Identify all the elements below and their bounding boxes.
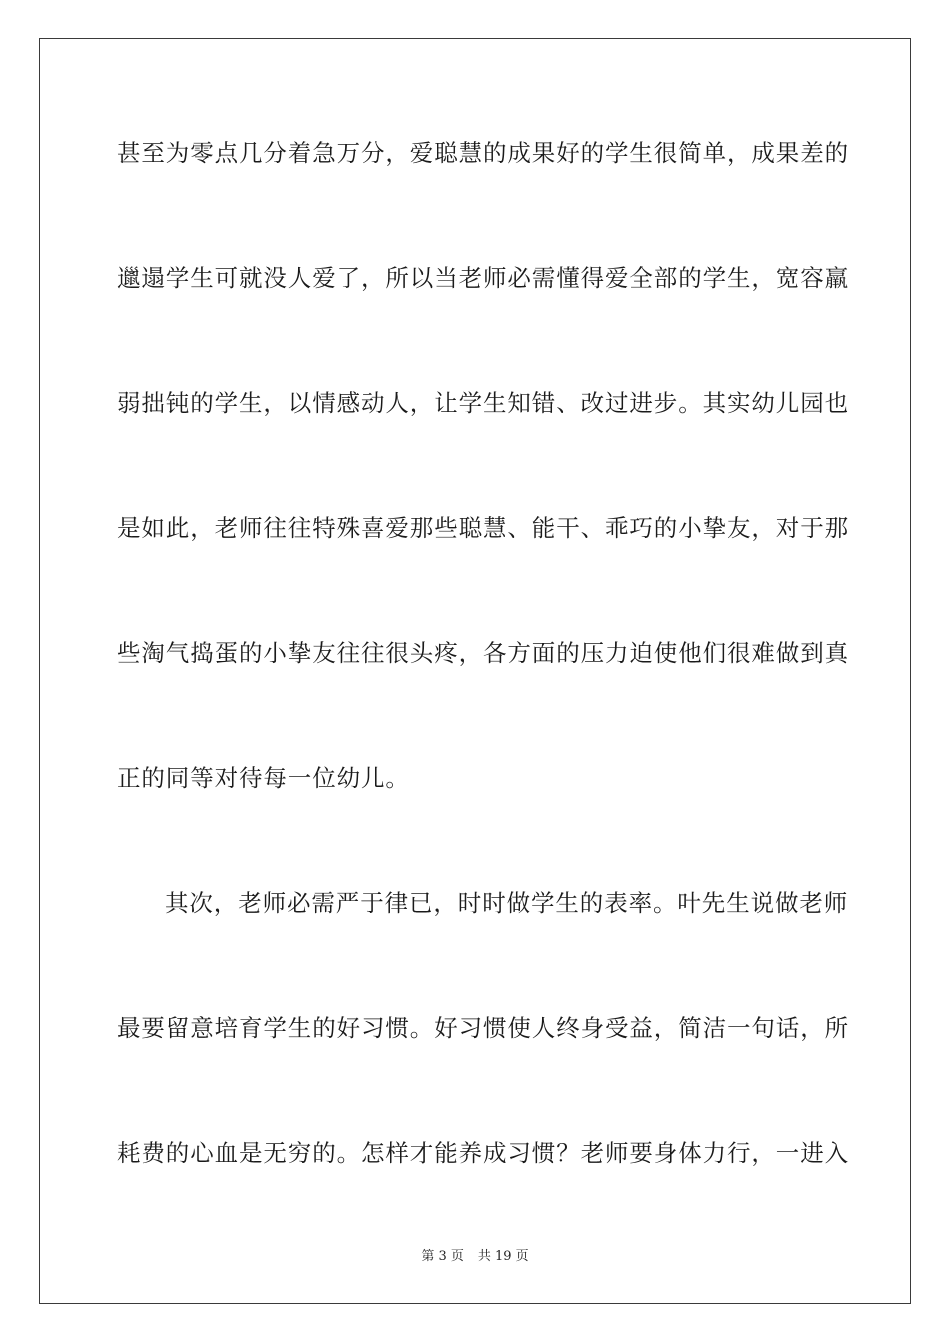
body-text-line-6: 正的同等对待每一位幼儿。	[117, 764, 410, 792]
body-text-line-9: 耗费的心血是无穷的。怎样才能养成习惯？老师要身体力行，一进入	[117, 1139, 849, 1167]
body-text-line-4: 是如此，老师往往特殊喜爱那些聪慧、能干、乖巧的小挚友，对于那	[117, 514, 849, 542]
body-text-line-3: 弱拙钝的学生，以情感动人，让学生知错、改过进步。其实幼儿园也	[117, 389, 849, 417]
body-text-line-7: 其次，老师必需严于律已，时时做学生的表率。叶先生说做老师	[165, 889, 849, 917]
body-text-line-8: 最要留意培育学生的好习惯。好习惯使人终身受益，简洁一句话，所	[117, 1014, 849, 1042]
body-text-line-1: 甚至为零点几分着急万分，爱聪慧的成果好的学生很简单，成果差的	[117, 139, 849, 167]
body-text-line-5: 些淘气捣蛋的小挚友往往很头疼，各方面的压力迫使他们很难做到真	[117, 639, 849, 667]
page-footer	[0, 1248, 950, 1266]
page-number: 第 3 页	[421, 1249, 464, 1264]
body-text-line-2: 邋遢学生可就没人爱了，所以当老师必需懂得爱全部的学生，宽容羸	[117, 264, 849, 292]
page-total: 共 19 页	[477, 1249, 529, 1264]
page-border	[39, 38, 911, 1304]
